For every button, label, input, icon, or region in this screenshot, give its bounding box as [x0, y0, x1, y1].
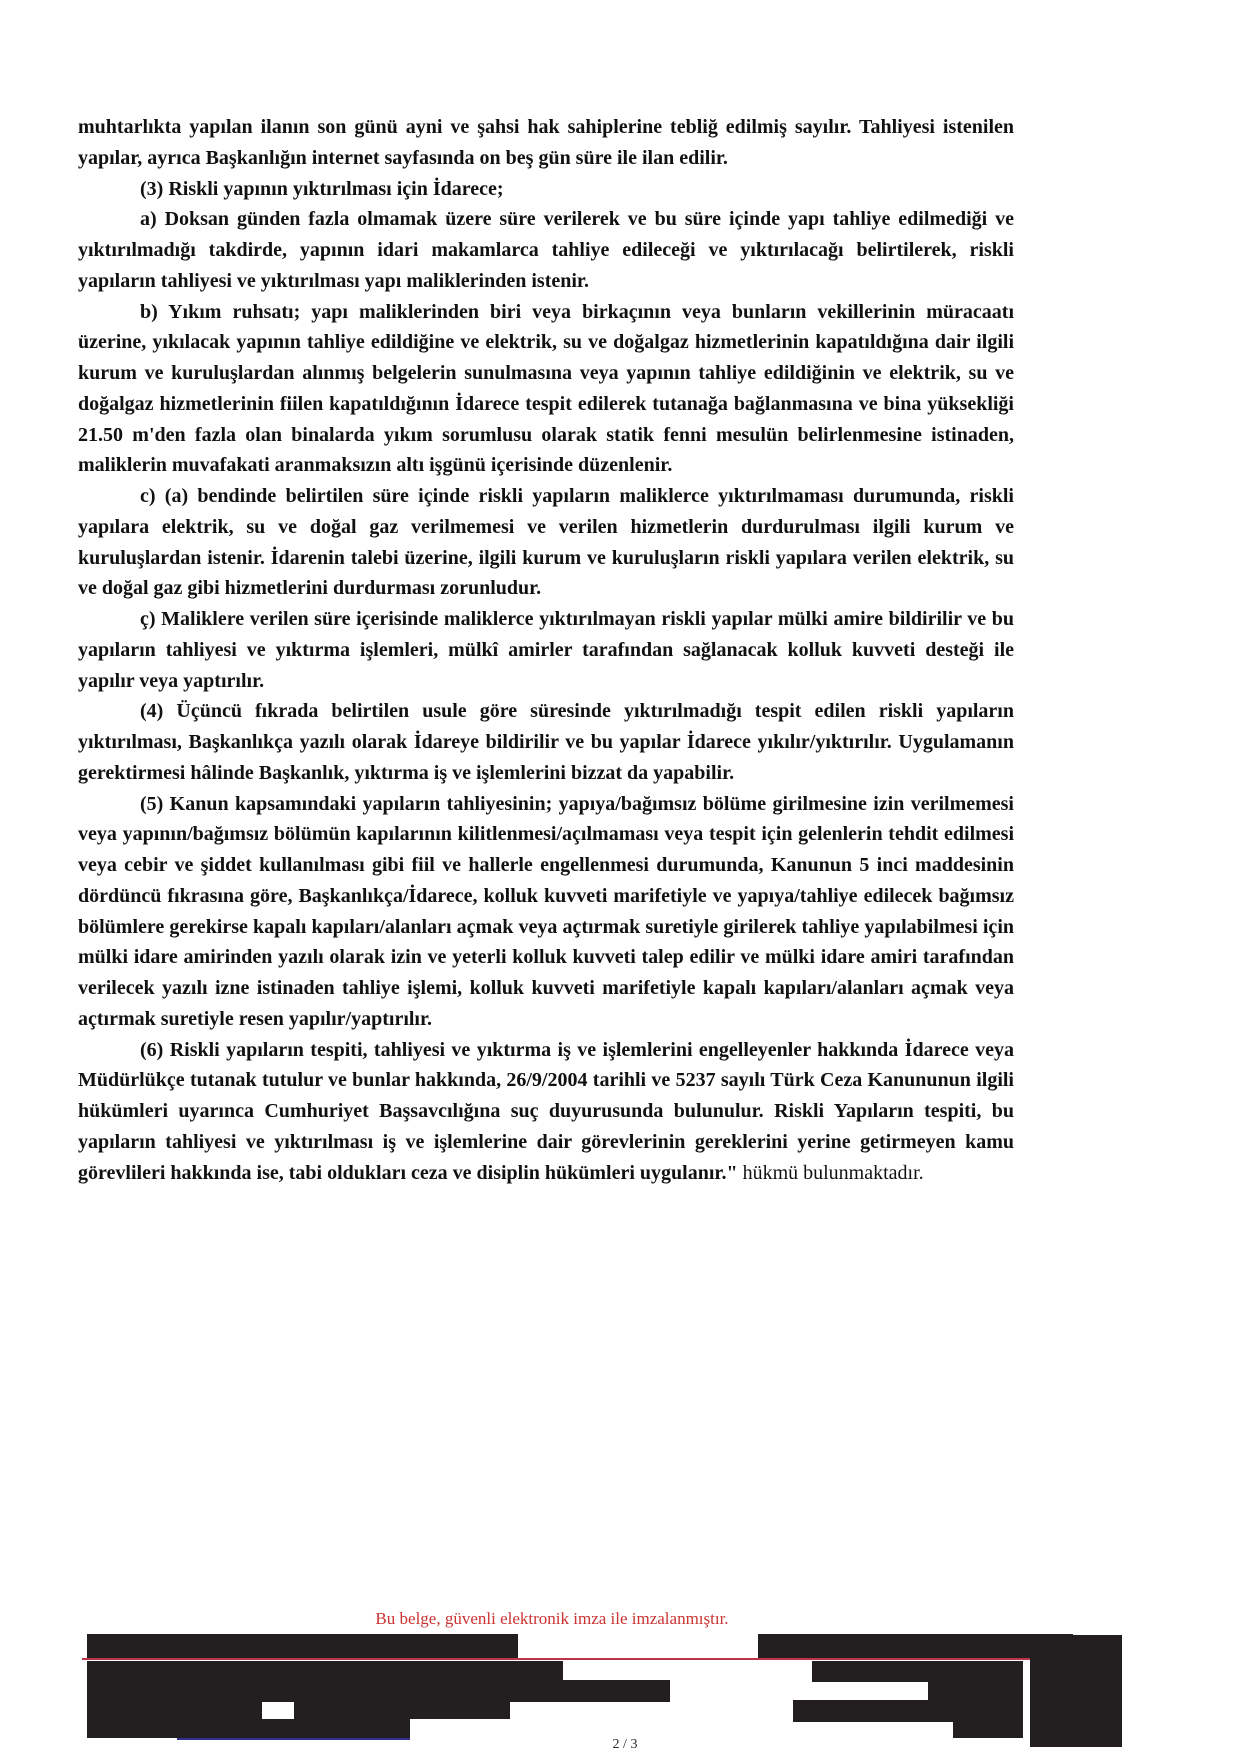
redaction-block — [87, 1634, 518, 1658]
redaction-block — [812, 1661, 1023, 1682]
paragraph-clause-3: (3) Riskli yapının yıktırılması için İdarece; — [140, 177, 504, 200]
redaction-block — [758, 1634, 1073, 1658]
paragraph-clause-6-tail: hükmü bulunmaktadır. — [737, 1161, 924, 1184]
redaction-block — [87, 1702, 510, 1719]
paragraph-clause-6-quoted: (6) Riskli yapıların tespiti, tahliyesi ve yıktırma iş ve işlemlerini engelleyenler hakkında İdarece veya Müdürlükçe tutanak tutulur ve bunlar hakkında, 26/9/2004 tarihli ve 5237 sayılı Türk Ceza Kanununun ilgili hükümleri uyarınca Cumhuriyet Başsavcılığına suç duyurusunda bulunulur. Riskli Yapıların tespiti, bu yapıların tahliyesi ve yıktırılması iş ve işlemlerine dair görevlerinin gereklerini yerine getirmeyen kamu görevlileri hakkında ise, tabi oldukları ceza ve disiplin hükümleri uygulanır." — [78, 1038, 1014, 1184]
redaction-block — [953, 1722, 1023, 1738]
redaction-block — [928, 1680, 1023, 1700]
paragraph-item-cc: ç) Maliklere verilen süre içerisinde maliklerce yıktırılmayan riskli yapılar mülki amire bildirilir ve bu yapıların tahliyesi ve yıktırma işlemleri, mülkî amirler tarafından sağlanacak kolluk kuvveti desteği ile yapılır veya yaptırılır. — [78, 608, 1014, 692]
paragraph-continuation: muhtarlıkta yapılan ilanın son günü ayni ve şahsi hak sahiplerine tebliğ edilmiş sayılır. Tahliyesi istenilen yapılar, ayrıca Başkanlığın internet sayfasında on beş gün süre ile ilan edilir. — [78, 116, 1014, 169]
redaction-block — [87, 1719, 410, 1738]
paragraph-clause-5: (5) Kanun kapsamındaki yapıların tahliyesinin; yapıya/bağımsız bölüme girilmesine izin verilmemesi veya yapının/bağımsız bölümün kapılarının kilitlenmesi/açılmaması veya tespit için gelenlerin tehdit edilmesi veya cebir ve şiddet kullanılması gibi fiil ve hallerle engellenmesi durumunda, Kanunun 5 inci maddesinin dördüncü fıkrasına göre, Başkanlıkça/İdarece, kolluk kuvveti marifetiyle ve yapıya/tahliye edilecek bağımsız bölümlere gerekirse kapalı kapıları/alanları açmak veya açtırmak suretiyle girilerek tahliye yapılabilmesi için mülki idare amirinden yazılı olarak izin ve yeterli kolluk kuvveti talep edilir ve mülki idare amiri tarafından verilecek yazılı izne istinaden tahliye işlemi, kolluk kuvveti marifetiyle kapalı kapıları/alanları açmak veya açtırmak suretiyle resen yapılır/yaptırılır. — [78, 792, 1014, 1030]
paragraph-clause-4: (4) Üçüncü fıkrada belirtilen usule göre süresinde yıktırılmadığı tespit edilen riskli yapıların yıktırılması, Başkanlıkça yazılı olarak İdareye bildirilir ve bu yapılar İdarece yıkılır/yıktırılır. Uygulamanın gerektirmesi hâlinde Başkanlık, yıktırma iş ve işlemlerini bizzat da yapabilir. — [78, 700, 1014, 784]
esign-notice: Bu belge, güvenli elektronik imza ile imzalanmıştır. — [375, 1609, 729, 1628]
paragraph-clause-6 — [78, 1035, 1014, 1189]
redaction-notch — [262, 1702, 294, 1719]
redaction-block — [87, 1661, 563, 1682]
paragraph-item-c: c) (a) bendinde belirtilen süre içinde riskli yapıların maliklerce yıktırılmaması durumunda, riskli yapılara elektrik, su ve doğal gaz verilmemesi ve verilen hizmetlerin durdurulması ilgili kurum ve kuruluşlardan istenir. İdarenin talebi üzerine, ilgili kurum ve kuruluşların riskli yapılara verilen elektrik, su ve doğal gaz gibi hizmetlerini durdurması zorunludur. — [78, 485, 1014, 600]
redaction-block — [87, 1680, 670, 1702]
signature-separator-line-navy — [177, 1738, 410, 1740]
redaction-block — [793, 1700, 1023, 1722]
paragraph-item-b: b) Yıkım ruhsatı; yapı maliklerinden biri veya birkaçının veya bunların vekillerinin müracaatı üzerine, yıkılacak yapının tahliye edildiğine ve elektrik, su ve doğalgaz hizmetlerinin kapatıldığına dair ilgili kurum ve kuruluşlardan alınmış belgelerin sunulmasına veya yapının tahliye edildiğinin ve elektrik, su ve doğalgaz hizmetlerinin fiilen kapatıldığının İdarece tespit edilerek tutanağa bağlanmasına ve bina yüksekliği 21.50 m'den fazla olan binalarda yıkım sorumlusu olarak statik fenni mesulün belirlenmesine istinaden, maliklerin muvafakati aranmaksızın altı işgünü içerisinde düzenlenir. — [78, 300, 1014, 477]
page-number: 2 / 3 — [612, 1737, 638, 1752]
paragraph-item-a: a) Doksan günden fazla olmamak üzere süre verilerek ve bu süre içinde yapı tahliye edilmediği ve yıktırılmadığı takdirde, yapının idari makamlarca tahliye edileceği ve yıktırılacağı belirtilerek, riskli yapıların tahliyesi ve yıktırılması yapı maliklerinden istenir. — [78, 208, 1014, 292]
document-body — [78, 112, 1014, 1188]
redaction-block — [1030, 1635, 1122, 1747]
signature-separator-line-red — [82, 1658, 1030, 1660]
